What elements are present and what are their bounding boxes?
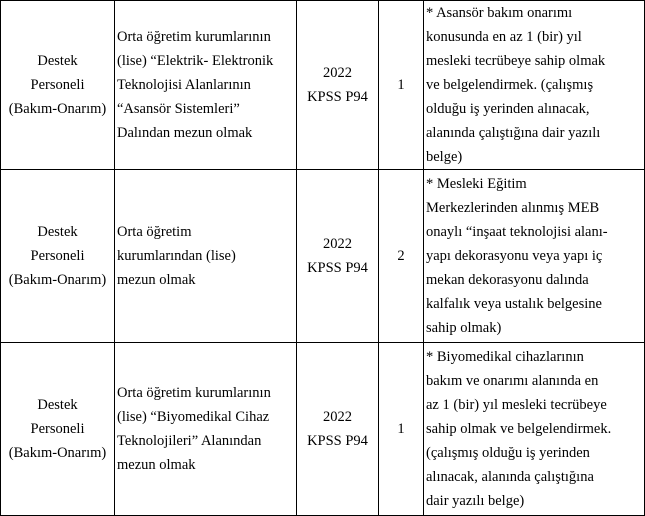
requirement-line: kalfalık veya ustalık belgesine bbox=[426, 296, 602, 312]
requirement-line: (çalışmış olduğu iş yerinden bbox=[426, 445, 590, 461]
requirement-line: konusunda en az 1 (bir) yıl bbox=[426, 29, 582, 45]
education-line: Orta öğretim kurumlarının bbox=[117, 385, 271, 401]
education-line: Teknolojileri” Alanından bbox=[117, 433, 262, 449]
education-line: mezun olmak bbox=[117, 457, 196, 473]
requirement-line: mesleki tecrübeye sahip olmak bbox=[426, 53, 606, 69]
position-line: Destek bbox=[37, 224, 78, 240]
count-cell: 1 bbox=[379, 1, 424, 170]
requirement-line: alınacak, alanında çalıştığına bbox=[426, 469, 594, 485]
requirement-line: belge) bbox=[426, 149, 463, 165]
position-cell bbox=[1, 1, 115, 170]
requirement-line: * Biyomedikal cihazlarının bbox=[426, 349, 584, 365]
exam-year: 2022 bbox=[323, 65, 352, 81]
requirement-line: bakım ve onarımı alanında en bbox=[426, 373, 599, 389]
exam-year: 2022 bbox=[323, 236, 352, 252]
requirement-line: * Mesleki Eğitim bbox=[426, 176, 527, 192]
requirement-line: alanında çalıştığına dair yazılı bbox=[426, 125, 601, 141]
exam-year: 2022 bbox=[323, 409, 352, 425]
education-cell bbox=[115, 1, 297, 170]
education-cell bbox=[115, 170, 297, 343]
position-cell bbox=[1, 343, 115, 516]
exam-code: KPSS P94 bbox=[307, 89, 368, 105]
requirement-line: onaylı “inşaat teknolojisi alanı- bbox=[426, 224, 608, 240]
education-cell bbox=[115, 343, 297, 516]
requirements-cell bbox=[424, 170, 645, 343]
table-row bbox=[1, 343, 645, 516]
exam-code: KPSS P94 bbox=[307, 433, 368, 449]
education-line: (lise) “Elektrik- Elektronik bbox=[117, 53, 274, 69]
requirement-line: Merkezlerinden alınmış MEB bbox=[426, 200, 600, 216]
exam-cell bbox=[297, 343, 379, 516]
requirements-cell bbox=[424, 1, 645, 170]
requirements-cell bbox=[424, 343, 645, 516]
requirement-line: az 1 (bir) yıl mesleki tecrübeye bbox=[426, 397, 607, 413]
table-row bbox=[1, 1, 645, 170]
count-cell: 1 bbox=[379, 343, 424, 516]
exam-cell bbox=[297, 170, 379, 343]
requirement-line: * Asansör bakım onarımı bbox=[426, 5, 573, 21]
position-line: Personeli bbox=[30, 77, 85, 93]
table-row bbox=[1, 170, 645, 343]
education-line: Orta öğretim kurumlarının bbox=[117, 29, 271, 45]
position-line: Destek bbox=[37, 397, 78, 413]
education-line: “Asansör Sistemleri” bbox=[117, 101, 240, 117]
education-line: kurumlarından (lise) bbox=[117, 248, 236, 264]
education-line: (lise) “Biyomedikal Cihaz bbox=[117, 409, 270, 425]
position-line: Destek bbox=[37, 53, 78, 69]
position-line: (Bakım-Onarım) bbox=[8, 101, 107, 117]
education-line: Teknolojisi Alanlarının bbox=[117, 77, 251, 93]
requirement-line: ve belgelendirmek. (çalışmış bbox=[426, 77, 594, 93]
requirement-line: dair yazılı belge) bbox=[426, 493, 525, 509]
exam-code: KPSS P94 bbox=[307, 260, 368, 276]
requirement-line: mekan dekorasyonu dalında bbox=[426, 272, 589, 288]
requirement-line: sahip olmak) bbox=[426, 320, 502, 336]
education-line: Orta öğretim bbox=[117, 224, 192, 240]
position-line: (Bakım-Onarım) bbox=[8, 272, 107, 288]
position-line: Personeli bbox=[30, 421, 85, 437]
requirement-line: olduğu iş yerinden alınacak, bbox=[426, 101, 590, 117]
education-line: mezun olmak bbox=[117, 272, 196, 288]
requirement-line: sahip olmak ve belgelendirmek. bbox=[426, 421, 612, 437]
education-line: Dalından mezun olmak bbox=[117, 125, 253, 141]
count-cell: 2 bbox=[379, 170, 424, 343]
position-line: (Bakım-Onarım) bbox=[8, 445, 107, 461]
exam-cell bbox=[297, 1, 379, 170]
requirement-line: yapı dekorasyonu veya yapı iç bbox=[426, 248, 603, 264]
position-line: Personeli bbox=[30, 248, 85, 264]
position-cell bbox=[1, 170, 115, 343]
